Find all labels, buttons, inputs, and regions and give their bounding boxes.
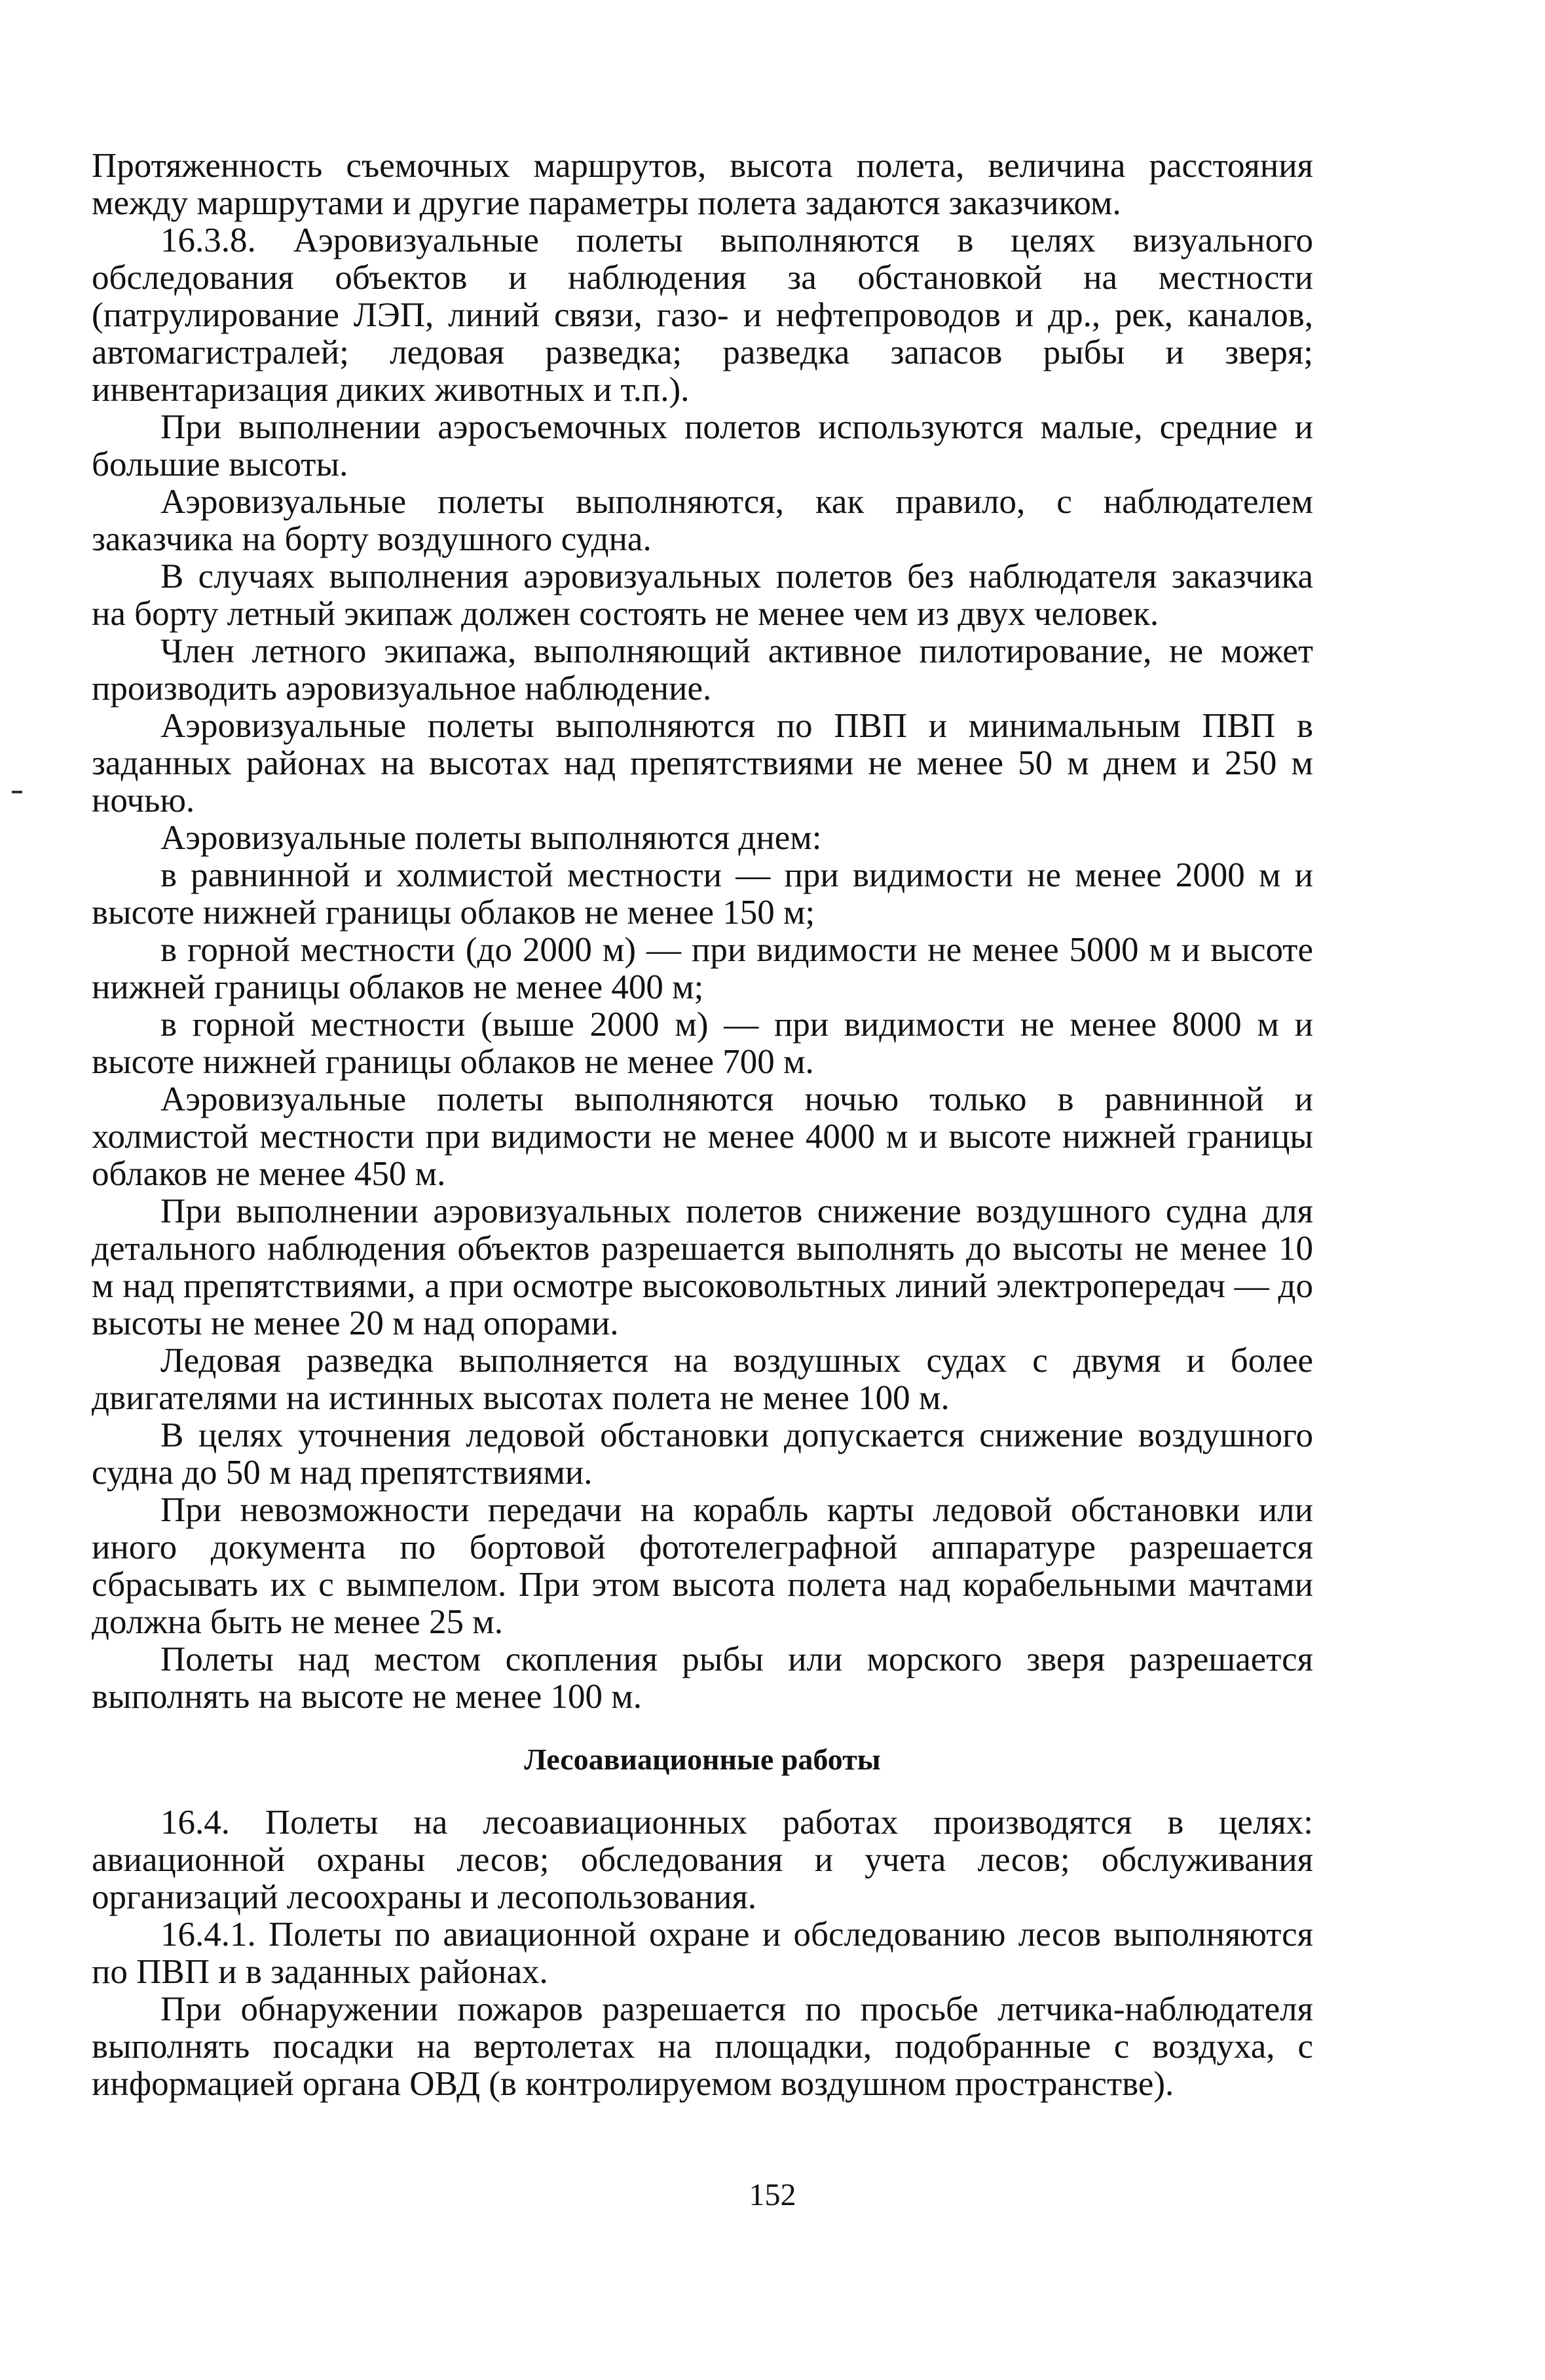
paragraph-13: При выполнении аэровизуальных полетов снижение воздушного судна для детального наблюдения объектов разрешается выполнять до высоты не менее 10 м над препятствиями, а при осмотре высоковольтных линий электропередач — до высоты не менее 20 м над опорами.	[92, 1192, 1313, 1342]
paragraph-10: в горной местности (до 2000 м) — при видимости не менее 5000 м и высоте нижней границы облаков не менее 400 м;	[92, 931, 1313, 1006]
paragraph-15: В целях уточнения ледовой обстановки допускается снижение воздушного судна до 50 м над препятствиями.	[92, 1416, 1313, 1492]
paragraph-11: в горной местности (выше 2000 м) — при видимости не менее 8000 м и высоте нижней границы облаков не менее 700 м.	[92, 1006, 1313, 1081]
paragraph-5: В случаях выполнения аэровизуальных полетов без наблюдателя заказчика на борту летный экипаж должен состоять не менее чем из двух человек.	[92, 557, 1313, 633]
paragraph-6: Член летного экипажа, выполняющий активное пилотирование, не может производить аэровизуальное наблюдение.	[92, 632, 1313, 708]
paragraph-18: 16.4. Полеты на лесоавиационных работах производятся в целях: авиационной охраны лесов; обследования и учета лесов; обслуживания организаций лесоохраны и лесопользования.	[92, 1804, 1313, 1916]
paragraph-16: При невозможности передачи на корабль карты ледовой обстановки или иного документа по бортовой фототелеграфной аппаратуре разрешается сбрасывать их с вымпелом. При этом высота полета над корабельными мачтами должна быть не менее 25 м.	[92, 1491, 1313, 1641]
paragraph-12: Аэровизуальные полеты выполняются ночью только в равнинной и холмистой местности при видимости не менее 4000 м и высоте нижней границы облаков не менее 450 м.	[92, 1080, 1313, 1193]
margin-mark	[12, 791, 22, 793]
paragraph-20: При обнаружении пожаров разрешается по просьбе летчика-наблюдателя выполнять посадки на вертолетах на площадки, подобранные с воздуха, с информацией органа ОВД (в контролируемом воздушном пространстве).	[92, 1990, 1313, 2103]
paragraph-17: Полеты над местом скопления рыбы или морского зверя разрешается выполнять на высоте не менее 100 м.	[92, 1640, 1313, 1716]
paragraph-2: 16.3.8. Аэровизуальные полеты выполняются в целях визуального обследования объектов и наблюдения за обстановкой на местности (патрулирование ЛЭП, линий связи, газо- и нефтепроводов и др., рек, каналов, автомагистралей; ледовая разведка; разведка запасов рыбы и зверя; инвентаризация диких животных и т.п.).	[92, 221, 1313, 409]
paragraph-3: При выполнении аэросъемочных полетов используются малые, средние и большие высоты.	[92, 408, 1313, 483]
paragraph-1: Протяженность съемочных маршрутов, высота полета, величина расстояния между маршрутами и другие параметры полета задаются заказчиком.	[92, 147, 1313, 222]
paragraph-9: в равнинной и холмистой местности — при видимости не менее 2000 м и высоте нижней границы облаков не менее 150 м;	[92, 856, 1313, 932]
paragraph-14: Ледовая разведка выполняется на воздушных судах с двумя и более двигателями на истинных высотах полета не менее 100 м.	[92, 1342, 1313, 1417]
document-page	[92, 147, 1313, 2103]
page-number: 152	[749, 2178, 796, 2212]
paragraph-19: 16.4.1. Полеты по авиационной охране и обследованию лесов выполняются по ПВП и в заданных районах.	[92, 1916, 1313, 1991]
paragraph-4: Аэровизуальные полеты выполняются, как правило, с наблюдателем заказчика на борту воздушного судна.	[92, 483, 1313, 558]
paragraph-8: Аэровизуальные полеты выполняются днем:	[160, 819, 822, 857]
section-heading: Лесоавиационные работы	[524, 1743, 881, 1776]
paragraph-7: Аэровизуальные полеты выполняются по ПВП и минимальным ПВП в заданных районах на высотах над препятствиями не менее 50 м днем и 250 м ночью.	[92, 707, 1313, 820]
